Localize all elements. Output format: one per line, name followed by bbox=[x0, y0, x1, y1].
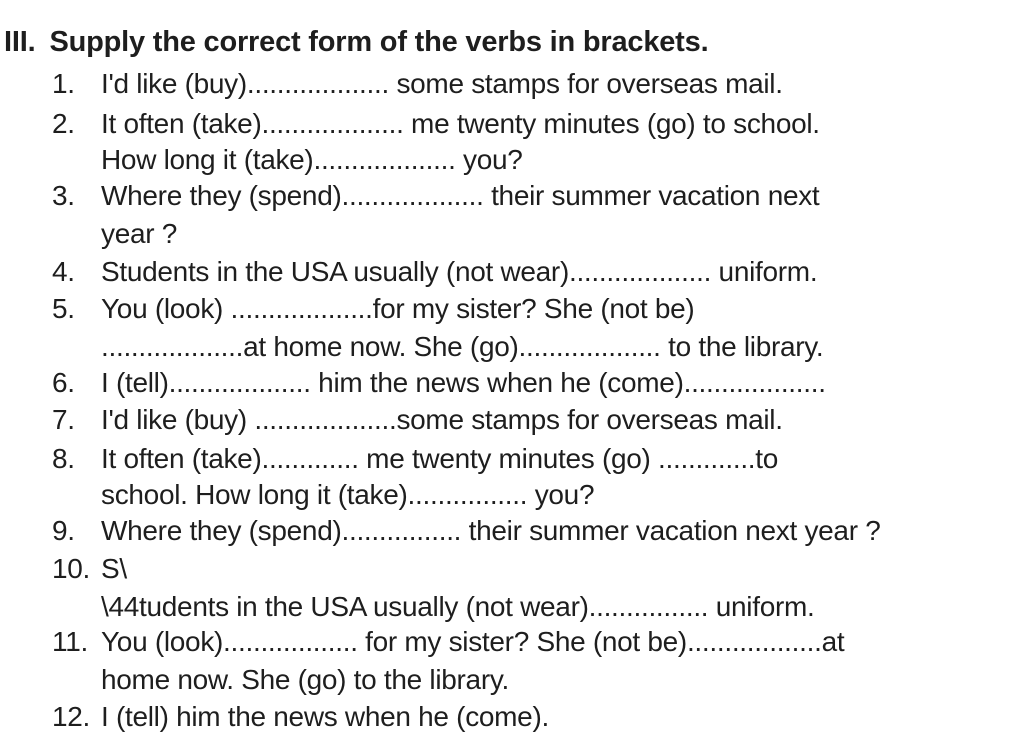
item-number: 3. bbox=[52, 180, 75, 211]
item-number: 11. bbox=[52, 626, 88, 657]
item-text: I'd like (buy)................... some stamps for overseas mail. bbox=[101, 68, 783, 99]
item-text: You (look) ...................for my sister? She (not be) bbox=[101, 293, 695, 324]
item-text: S\ bbox=[101, 553, 127, 584]
item-text: ...................at home now. She (go)................... to the library. bbox=[101, 331, 824, 362]
item-text: I'd like (buy) ...................some stamps for overseas mail. bbox=[101, 404, 783, 435]
item-text: I (tell) him the news when he (come). bbox=[101, 701, 549, 732]
item-text: \44tudents in the USA usually (not wear)................ uniform. bbox=[101, 591, 815, 622]
item-number: 8. bbox=[52, 443, 75, 474]
item-number: 1. bbox=[52, 68, 75, 99]
item-text: Students in the USA usually (not wear)................... uniform. bbox=[101, 256, 818, 287]
item-text: year ? bbox=[101, 218, 178, 249]
section-number: III. bbox=[4, 26, 36, 58]
item-text: Where they (spend)................... their summer vacation next bbox=[101, 180, 820, 211]
item-number: 4. bbox=[52, 256, 75, 287]
item-number: 6. bbox=[52, 367, 75, 398]
item-text: It often (take)................... me twenty minutes (go) to school. bbox=[101, 108, 820, 139]
item-number: 12. bbox=[52, 701, 91, 732]
item-number: 10. bbox=[52, 553, 91, 584]
item-text: I (tell)................... him the news when he (come)................... bbox=[101, 367, 826, 398]
item-number: 5. bbox=[52, 293, 75, 324]
item-text: You (look).................. for my sister? She (not be)..................at bbox=[101, 626, 845, 657]
section-title: Supply the correct form of the verbs in brackets. bbox=[49, 26, 709, 58]
item-number: 9. bbox=[52, 515, 75, 546]
section-heading bbox=[4, 26, 708, 59]
item-text: Where they (spend)................ their summer vacation next year ? bbox=[101, 515, 881, 546]
item-text: How long it (take)................... you? bbox=[101, 144, 523, 175]
item-text: home now. She (go) to the library. bbox=[101, 664, 509, 695]
item-text: It often (take)............. me twenty minutes (go) .............to bbox=[101, 443, 779, 474]
item-text: school. How long it (take)................ you? bbox=[101, 479, 595, 510]
item-number: 2. bbox=[52, 108, 75, 139]
item-number: 7. bbox=[52, 404, 75, 435]
